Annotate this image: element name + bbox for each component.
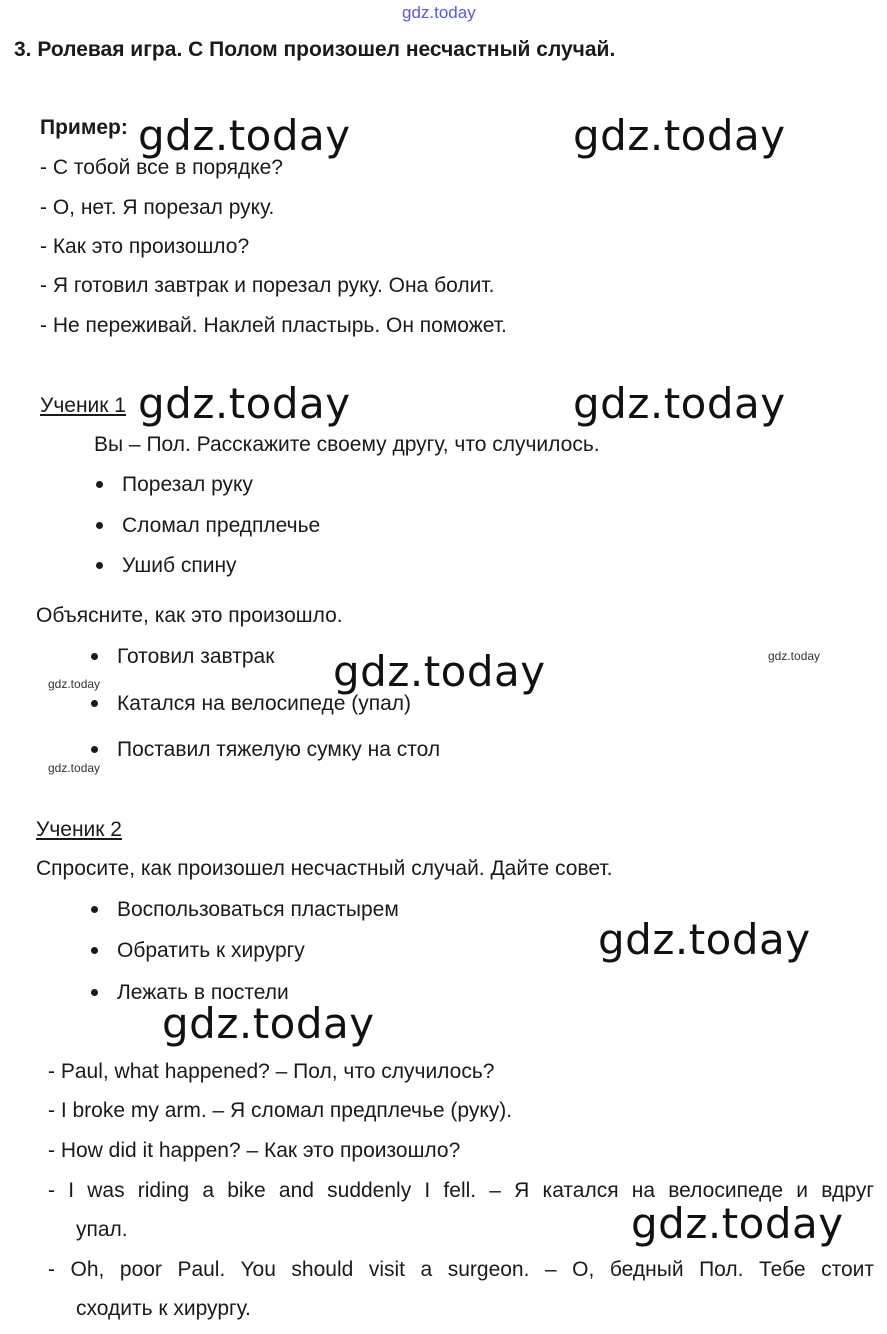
bullet-icon [91,989,98,996]
example-line: - Как это произошло? [40,235,250,258]
student1-task: Вы – Пол. Расскажите своему другу, что случилось. [94,433,600,456]
dialogue-line: - Paul, what happened? – Пол, что случилось? [48,1060,495,1083]
watermark: gdz.today [573,111,786,160]
student1-label: Ученик 1 [40,394,126,417]
watermark-top: gdz.today [402,3,476,22]
bullet-icon [96,562,103,569]
list-item: Поставил тяжелую сумку на стол [117,738,441,761]
example-line: - Я готовил завтрак и порезал руку. Она болит. [40,274,495,297]
dialogue-line-cont: упал. [76,1218,128,1241]
example-label: Пример: [40,116,128,139]
watermark: gdz.today [138,111,351,160]
bullet-icon [91,906,98,913]
list-item: Порезал руку [122,473,253,496]
dialogue-line: - Oh, poor Paul. You should visit a surgeon. – О, бедный Пол. Тебе стоит [48,1258,874,1281]
example-line: - С тобой все в порядке? [40,156,283,179]
list-item: Катался на велосипеде (упал) [117,692,412,715]
watermark: gdz.today [333,647,546,696]
bullet-icon [96,522,103,529]
example-line: - Не переживай. Наклей пластырь. Он поможет. [40,314,507,337]
bullet-icon [91,947,98,954]
dialogue-line: - I was riding a bike and suddenly I fell. – Я катался на велосипеде и вдруг [48,1179,874,1202]
student2-task: Спросите, как произошел несчастный случай. Дайте совет. [36,857,613,880]
dialogue-line: - How did it happen? – Как это произошло? [48,1139,461,1162]
bullet-icon [91,700,98,707]
list-item: Обратить к хирургу [117,939,305,962]
watermark-small: gdz.today [48,677,101,691]
dialogue-line: - I broke my arm. – Я сломал предплечье (руку). [48,1099,513,1122]
watermark: gdz.today [162,999,375,1048]
example-line: - О, нет. Я порезал руку. [40,196,275,219]
watermark: gdz.today [598,915,811,964]
list-item: Готовил завтрак [117,645,275,668]
dialogue-line-cont: сходить к хирургу. [76,1297,251,1320]
student2-label: Ученик 2 [36,818,122,841]
page-title: 3. Ролевая игра. С Полом произошел несчастный случай. [14,38,616,61]
student1-explain: Объясните, как это произошло. [36,604,343,627]
bullet-icon [91,746,98,753]
bullet-icon [96,481,103,488]
watermark: gdz.today [573,379,786,428]
watermark-small: gdz.today [768,649,821,663]
list-item: Воспользоваться пластырем [117,898,399,921]
list-item: Ушиб спину [122,554,237,577]
watermark-small: gdz.today [48,761,101,775]
watermark: gdz.today [631,1199,844,1248]
list-item: Сломал предплечье [122,514,321,537]
bullet-icon [91,653,98,660]
list-item: Лежать в постели [117,981,289,1004]
watermark: gdz.today [138,379,351,428]
